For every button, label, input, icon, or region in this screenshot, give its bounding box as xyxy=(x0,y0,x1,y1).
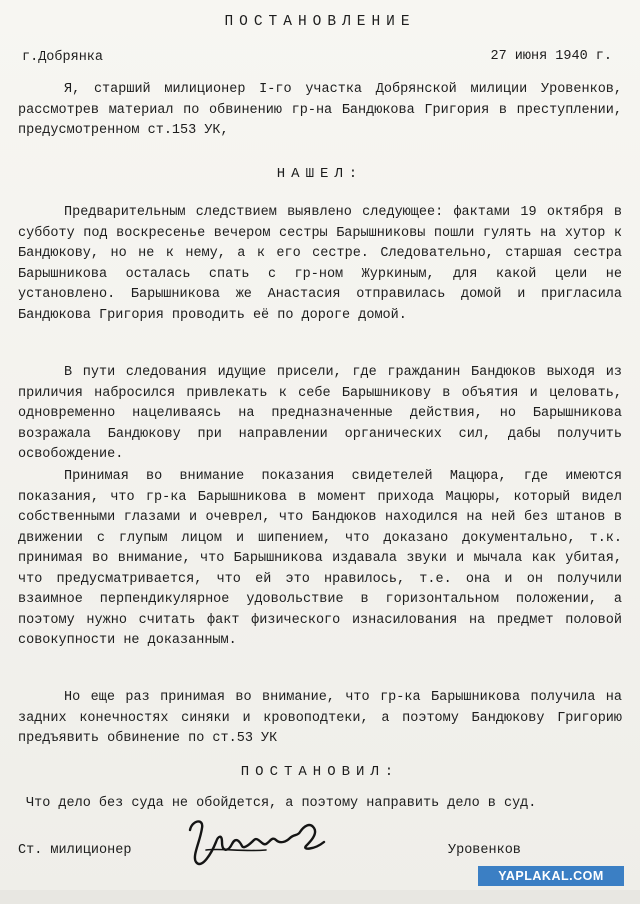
page-bottom-edge xyxy=(0,890,640,904)
paragraph-4: Но еще раз принимая во внимание, что гр-ка Барышникова получила на задних конечностях синяки и кровоподтеки, а поэтому Бандюкову Григорию предъявить обвинение по ст.53 УК xyxy=(18,690,622,746)
intro-block xyxy=(18,80,622,142)
place-label: г.Добрянка xyxy=(22,50,104,65)
paragraph-1: Предварительным следствием выявлено следующее: фактами 19 октября в субботу под воскресенье вечером сестры Барышниковы пошли гулять на хутор к Бандюкову, но не к нему, а к его сестре. Следовательно, старшая сестра Барышникова осталась спать с гр-ном Журкиным, для какой цели не установлено. Барышникова же Анастасия отправилась домой и пригласила Бандюкова Григория проводить её по дороге домой. xyxy=(18,205,622,323)
paragraph-block-4 xyxy=(18,688,622,750)
paragraph-block-1 xyxy=(18,203,622,326)
site-watermark: YAPLAKAL.COM xyxy=(478,866,624,886)
resolved-heading: ПОСТАНОВИЛ: xyxy=(240,764,400,780)
handwritten-signature xyxy=(182,812,332,874)
paragraph-block-2 xyxy=(18,363,622,466)
decision-text: Что дело без суда не обойдется, а поэтому направить дело в суд. xyxy=(26,796,537,811)
signatory-title: Ст. милиционер xyxy=(18,843,132,858)
paragraph-2: В пути следования идущие присели, где гражданин Бандюков выходя из приличия набросился привлекать к себе Барышникову в объятия и целовать, одновременно нацеливаясь на предназначенные действия, но Барышникова возражала Бандюкову при направлении органических сил, дабы получить освобождение. xyxy=(18,365,622,462)
intro-paragraph: Я, старший милиционер I-го участка Добрянской милиции Уровенков, рассмотрев материал по обвинению гр-на Бандюкова Григория в преступлении, предусмотренном ст.153 УК, xyxy=(18,82,622,138)
paragraph-block-3 xyxy=(18,467,622,652)
date-label: 27 июня 1940 г. xyxy=(490,49,612,64)
signatory-name: Уровенков xyxy=(448,843,521,858)
found-heading: НАШЕЛ: xyxy=(276,166,364,182)
paragraph-3: Принимая во внимание показания свидетелей Мацюра, где имеются показания, что гр-ка Барышникова в момент прихода Мацюры, который видел собственными глазами и очеврел, что Бандюков находился на ней без штанов в движении с глупым лицом и шипением, что доказано документально, т.к. принимая во внимание, что Барышникова издавала звуки и мычала как убитая, что предусматривается, что ей это нравилось, т.е. она и он получили взаимное перпендикулярное удовольствие в горизонтальном положении, а поэтому нужно считать факт физического изнасилования на предмет половой совокупности не доказанным. xyxy=(18,469,622,648)
document-title: ПОСТАНОВЛЕНИЕ xyxy=(224,14,416,30)
